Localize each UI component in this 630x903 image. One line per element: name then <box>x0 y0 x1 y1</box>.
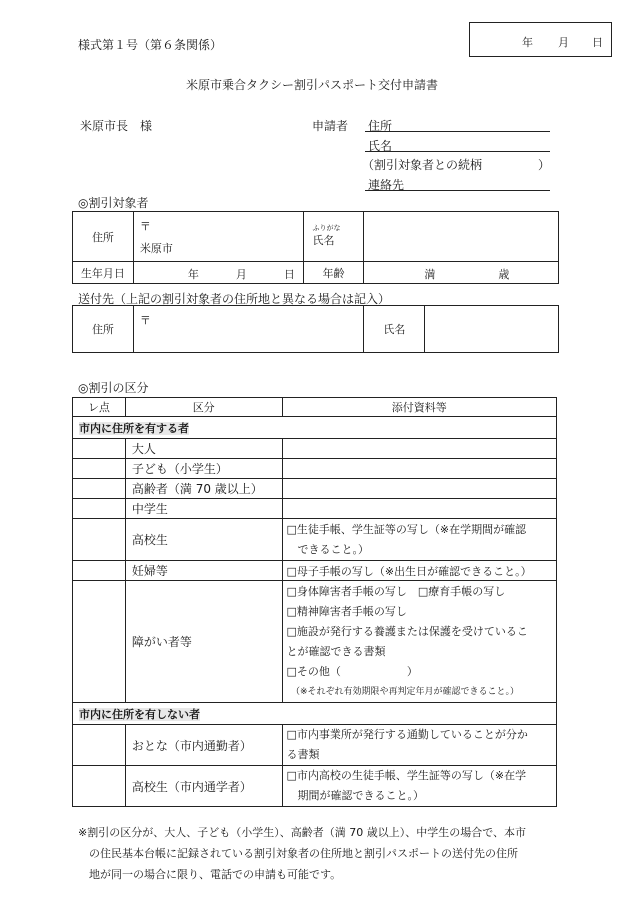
birth-day-label: 日 <box>283 268 295 281</box>
docs-high-school-line-2: できること。） <box>286 542 369 556</box>
age-cell[interactable] <box>364 262 559 284</box>
docs-commuting-student-line-2: 期間が確認できること。） <box>286 789 424 802</box>
category-commuting-student: 高校生（市内通学者） <box>125 766 282 807</box>
target-name-cell[interactable] <box>364 212 559 262</box>
checkbox-pregnant[interactable] <box>73 561 126 581</box>
applicant-name-label: 氏名 <box>368 139 393 153</box>
birth-month-label: 月 <box>235 268 247 281</box>
send-name-cell[interactable] <box>425 306 559 353</box>
applicant-contact-label: 連絡先 <box>368 178 405 192</box>
group-resident <box>73 417 557 439</box>
postal-mark: 〒 <box>139 220 151 233</box>
furigana-label: ふりがな <box>312 224 341 232</box>
date-day-label: 日 <box>592 36 603 49</box>
applicant-contact-line[interactable] <box>365 190 550 191</box>
category-junior-high: 中学生 <box>125 499 282 519</box>
checkbox-adult[interactable] <box>73 439 126 459</box>
send-address-label: 住所 <box>73 306 134 353</box>
docs-disabled-line-2: □精神障害者手帳の写し <box>286 604 407 618</box>
docs-commuter-line-2: る書類 <box>286 748 320 761</box>
docs-junior-high <box>282 499 557 519</box>
docs-high-school-line-1: □生徒手帳、学生証等の写し（※在学期間が確認 <box>286 522 527 536</box>
docs-disabled <box>282 581 557 703</box>
target-name-label: 氏名 <box>312 234 335 247</box>
docs-commuting-student-line-1: □市内高校の生徒手帳、学生証等の写し（※在学 <box>286 769 527 782</box>
category-pregnant: 妊婦等 <box>125 561 282 581</box>
applicant-address-line[interactable] <box>365 131 550 132</box>
birth-year-label: 年 <box>187 268 199 281</box>
checkbox-disabled[interactable] <box>73 581 126 703</box>
age-full-label: 満 <box>424 268 436 281</box>
category-disabled: 障がい者等 <box>125 581 282 703</box>
category-heading: ◎割引の区分 <box>78 381 149 395</box>
footnote-line-3: 地が同一の場合に限り、電話での申請も可能です。 <box>78 868 342 881</box>
docs-disabled-line-3: □施設が発行する養護または保護を受けているこ <box>286 624 528 638</box>
category-elderly: 高齢者（満 70 歳以上） <box>125 479 282 499</box>
docs-commuting-student <box>282 766 557 807</box>
docs-disabled-line-5: □その他（ ） <box>286 664 418 678</box>
col-category: 区分 <box>125 398 282 417</box>
category-high-school: 高校生 <box>125 519 282 561</box>
date-box <box>469 22 612 57</box>
checkbox-high-school[interactable] <box>73 519 126 561</box>
docs-disabled-line-1: □身体障害者手帳の写し □療育手帳の写し <box>286 584 506 598</box>
birth-label: 生年月日 <box>73 262 134 284</box>
docs-elderly <box>282 479 557 499</box>
category-table <box>72 397 557 807</box>
send-postal-mark: 〒 <box>139 314 151 327</box>
footnote-line-2: の住民基本台帳に記録されている割引対象者の住所地と割引パスポートの送付先の住所 <box>78 847 518 860</box>
form-number: 様式第１号（第６条関係） <box>78 38 223 52</box>
docs-pregnant <box>282 561 557 581</box>
applicant-address-label: 住所 <box>368 119 393 133</box>
docs-high-school <box>282 519 557 561</box>
group-resident-label: 市内に住所を有する者 <box>79 421 189 435</box>
docs-commuter <box>282 725 557 766</box>
send-name-label: 氏名 <box>364 306 425 353</box>
applicant-relation-label: （割引対象者との続柄 <box>362 158 483 172</box>
send-address-cell[interactable] <box>133 306 364 353</box>
date-month-label: 月 <box>558 36 569 49</box>
age-label: 年齢 <box>303 262 364 284</box>
docs-pregnant-line-1: □母子手帳の写し（※出生日が確認できること。） <box>286 564 532 578</box>
applicant-name-line[interactable] <box>365 151 550 152</box>
checkbox-child[interactable] <box>73 459 126 479</box>
footnote-line-1: ※割引の区分が、大人、子ども（小学生）、高齢者（満 70 歳以上）、中学生の場合で、本市 <box>78 826 526 839</box>
category-adult: 大人 <box>125 439 282 459</box>
target-heading: ◎割引対象者 <box>78 196 149 210</box>
col-documents: 添付資料等 <box>282 398 557 417</box>
applicant-label: 申請者 <box>312 119 349 133</box>
checkbox-commuter[interactable] <box>73 725 126 766</box>
docs-commuter-line-1: □市内事業所が発行する通勤していることが分か <box>286 728 528 741</box>
applicant-relation-close: ） <box>538 158 551 172</box>
target-city: 米原市 <box>139 242 173 255</box>
docs-disabled-line-4: とが確認できる書類 <box>286 644 386 658</box>
date-year-label: 年 <box>522 36 533 49</box>
send-table <box>72 305 559 353</box>
docs-adult <box>282 439 557 459</box>
checkbox-junior-high[interactable] <box>73 499 126 519</box>
target-address-cell[interactable] <box>133 212 303 262</box>
target-address-label: 住所 <box>73 212 134 262</box>
docs-disabled-line-6: （※それぞれ有効期限や再判定年月が確認できること。） <box>286 686 520 697</box>
footnote <box>78 822 526 885</box>
send-heading: 送付先（上記の割引対象者の住所地と異なる場合は記入） <box>78 292 391 306</box>
checkbox-commuting-student[interactable] <box>73 766 126 807</box>
birth-cell[interactable] <box>133 262 303 284</box>
checkbox-elderly[interactable] <box>73 479 126 499</box>
age-unit-label: 歳 <box>498 268 510 281</box>
col-check: レ点 <box>73 398 126 417</box>
target-table <box>72 211 559 284</box>
document-title: 米原市乗合タクシー割引パスポート交付申請書 <box>186 78 439 92</box>
group-non-resident <box>73 703 557 725</box>
category-commuter: おとな（市内通勤者） <box>125 725 282 766</box>
docs-child <box>282 459 557 479</box>
group-non-resident-label: 市内に住所を有しない者 <box>79 707 200 721</box>
category-child: 子ども（小学生） <box>125 459 282 479</box>
addressee: 米原市長 様 <box>80 119 153 133</box>
target-name-label-cell <box>303 212 364 262</box>
